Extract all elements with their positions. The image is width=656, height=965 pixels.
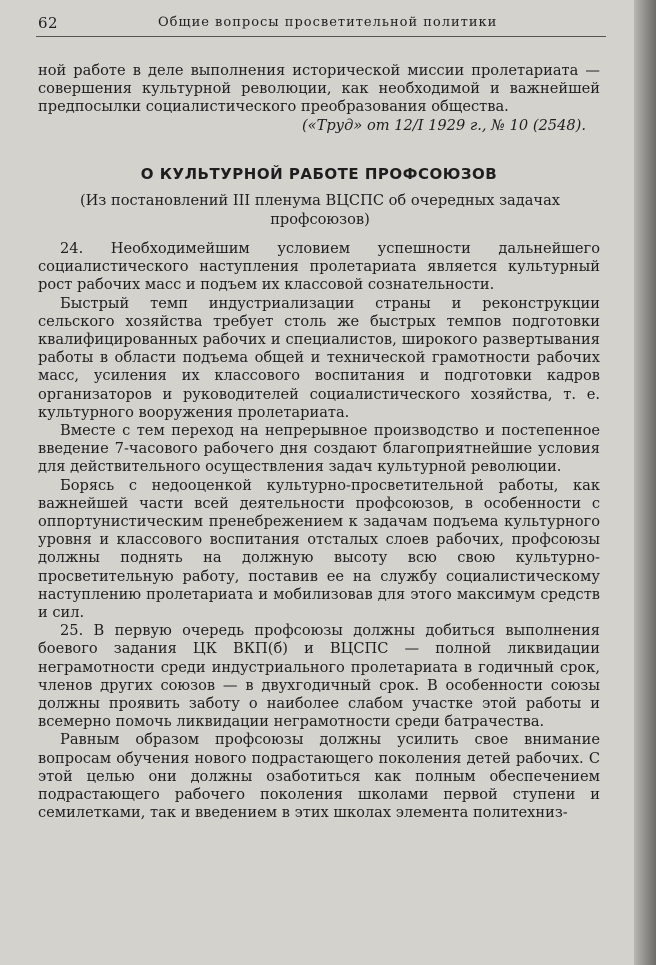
paragraph-24: 24. Необходимейшим условием успешности дальнейшего социалистического наступления пролетариата является культурный рост рабочих масс и подъем их классовой сознательности. [38,240,600,294]
paragraph: Быстрый темп индустриализации страны и реконструкции сельского хозяйства требует столь же быстрых темпов подготовки квалифицированных рабочих и специалистов, широкого развертывания работы в области подъема общей и технической грамотности рабочих масс, усиления их классового воспитания и подготовки кадров организаторов и руководителей социалистического хозяйства, т. е. культурного вооружения пролетариата. [38,294,600,421]
book-gutter [634,0,656,965]
page-number: 62 [38,14,59,32]
body-text [38,240,600,823]
paragraph: Вместе с тем переход на непрерывное производство и постепенное введение 7-часового рабочего дня создают благоприятнейшие условия для действительного осуществления задач культурной революции. [38,422,600,476]
source-citation: («Труд» от 12/I 1929 г., № 10 (2548). [301,116,586,134]
intro-block [38,62,600,135]
section-subtitle: (Из постановлений III пленума ВЦСПС об очередных задачах профсоюзов) [79,192,561,228]
paragraph-25: 25. В первую очередь профсоюзы должны добиться выполнения боевого задания ЦК ВКП(б) и ВЦСПС — полной ликвидации неграмотности среди индустриального пролетариата в годичный срок, членов других союзов — в двухгодичный срок. В особенности союзы должны проявить заботу о наиболее слабом участке этой работы и всемерно помочь ликвидации неграмотности среди батрачества. [38,622,600,731]
paragraph: Равным образом профсоюзы должны усилить свое внимание вопросам обучения нового подрастающего поколения детей рабочих. С этой целью они должны озаботиться как полным обеспечением подрастающего рабочего поколения школами первой ступени и семилетками, так и введением в этих школах элемента политехниз- [38,731,600,822]
paragraph: Борясь с недооценкой культурно-просветительной работы, как важнейшей части всей деятельности профсоюзов, в особенности с оппортунистическим пренебрежением к задачам подъема культурного уровня и классового воспитания отсталых слоев рабочих, профсоюзы должны поднять на должную высоту всю свою культурно-просветительную работу, поставив ее на службу социалистическому наступлению пролетариата и мобилизовав для этого максимум средств и сил. [38,476,600,622]
running-title: Общие вопросы просветительной политики [158,15,498,30]
header-rule [36,36,606,37]
section-title: О КУЛЬТУРНОЙ РАБОТЕ ПРОФСОЮЗОВ [140,165,498,183]
intro-paragraph: ной работе в деле выполнения исторической миссии пролетариата — совершения культурной революции, как необходимой и важнейшей предпосылки социалистического преобразования общества. [38,62,600,116]
